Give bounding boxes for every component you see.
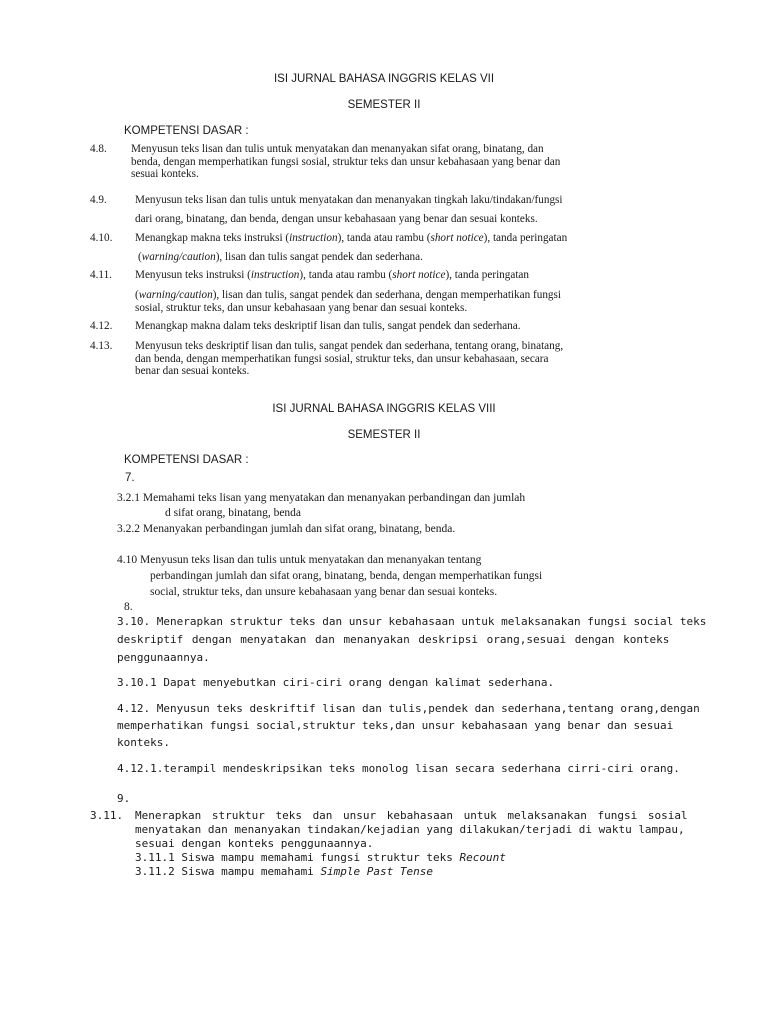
item-line: sesuai konteks. [131, 168, 199, 180]
item-line: Menangkap makna teks instruksi (instruction), tanda atau rambu (short notice), tanda peringatan [135, 232, 568, 244]
kd-line: perbandingan jumlah dan sifat orang, binatang, benda, dengan memperhatikan fungsi [150, 570, 543, 582]
kd-line: Menerapkan struktur teks dan unsur kebahasaan untuk melaksanakan fungsi sosial [135, 809, 688, 822]
section2-semester: SEMESTER II [347, 429, 421, 441]
list-number: 9. [117, 792, 131, 805]
list-number: 8. [124, 601, 133, 613]
item-line: Menyusun teks lisan dan tulis untuk menyatakan dan menanyakan sifat orang, binatang, dan [131, 143, 544, 155]
item-line: Menyusun teks instruksi (instruction), tanda atau rambu (short notice), tanda peringatan [135, 269, 529, 281]
item-number: 4.11. [90, 269, 112, 281]
kd-line: menyatakan dan menanyakan tindakan/kejadian yang dilakukan/terjadi di waktu lampau, [135, 823, 685, 836]
section2-kompetensi: KOMPETENSI DASAR : [124, 454, 249, 466]
item-line: benda, dengan memperhatikan fungsi sosial, struktur teks dan unsur kebahasaan yang benar dan [131, 156, 561, 168]
kd-line: sesuai dengan konteks penggunaannya. [135, 837, 374, 850]
kd-line: 3.11.1 Siswa mampu memahami fungsi struktur teks Recount [135, 851, 506, 864]
kd-number: 3.11. [90, 809, 124, 822]
item-number: 4.10. [90, 232, 113, 244]
item-number: 4.9. [90, 194, 107, 206]
kd-line: 3.2.2 Menanyakan perbandingan jumlah dan sifat orang, binatang, benda. [117, 523, 456, 535]
section1-title: ISI JURNAL BAHASA INGGRIS KELAS VII [273, 73, 495, 85]
section1-kompetensi: KOMPETENSI DASAR : [124, 125, 249, 137]
list-number: 7. [125, 472, 135, 484]
item-line: Menyusun teks lisan dan tulis untuk menyatakan dan menanyakan tingkah laku/tindakan/fungsi [135, 194, 563, 206]
kd-line: konteks. [117, 736, 170, 749]
item-line: benar dan sesuai konteks. [135, 365, 250, 377]
item-line: (warning/caution), lisan dan tulis sangat pendek dan sederhana. [138, 251, 423, 263]
kd-line: 4.10 Menyusun teks lisan dan tulis untuk menyatakan dan menanyakan tentang [117, 554, 482, 566]
section2-title: ISI JURNAL BAHASA INGGRIS KELAS VIII [272, 403, 496, 415]
item-line: sosial, struktur teks, dan unsur kebahasaan yang benar dan sesuai konteks. [135, 302, 468, 314]
kd-line: d sifat orang, binatang, benda [165, 507, 302, 519]
kd-line: 3.10. Menerapkan struktur teks dan unsur kebahasaan untuk melaksanakan fungsi social teks [117, 615, 707, 628]
item-line: Menyusun teks deskriptif lisan dan tulis, sangat pendek dan sederhana, tentang orang, binatang, [135, 340, 564, 352]
kd-line: 3.2.1 Memahami teks lisan yang menyatakan dan menanyakan perbandingan dan jumlah [117, 492, 526, 504]
kd-line: social, struktur teks, dan unsure kebahasaan yang benar dan sesuai konteks. [150, 586, 498, 598]
item-line: dari orang, binatang, dan benda, dengan unsur kebahasaan yang benar dan sesuai konteks. [135, 213, 538, 225]
item-number: 4.8. [90, 143, 107, 155]
item-number: 4.13. [90, 340, 113, 352]
kd-line: 4.12. Menyusun teks deskriftif lisan dan tulis,pendek dan sederhana,tentang orang,dengan [117, 702, 700, 715]
kd-line: deskriptif dengan menyatakan dan menanyakan deskripsi orang,sesuai dengan konteks [117, 633, 670, 646]
kd-line: 3.11.2 Siswa mampu memahami Simple Past Tense [135, 865, 434, 878]
kd-line: memperhatikan fungsi social,struktur teks,dan unsur kebahasaan yang benar dan sesuai [117, 719, 674, 732]
item-line: Menangkap makna dalam teks deskriptif lisan dan tulis, sangat pendek dan sederhana. [135, 320, 521, 332]
kd-line: 4.12.1.terampil mendeskripsikan teks monolog lisan secara sederhana cirri-ciri orang. [117, 762, 680, 775]
item-number: 4.12. [90, 320, 113, 332]
section1-semester: SEMESTER II [347, 99, 421, 111]
item-line: (warning/caution), lisan dan tulis, sangat pendek dan sederhana, dengan memperhatikan fungsi [135, 289, 561, 301]
item-line: dan benda, dengan memperhatikan fungsi sosial, struktur teks, dan unsur kebahasaan, secara [135, 353, 549, 365]
kd-line: penggunaannya. [117, 651, 210, 664]
kd-line: 3.10.1 Dapat menyebutkan ciri-ciri orang dengan kalimat sederhana. [117, 676, 555, 689]
